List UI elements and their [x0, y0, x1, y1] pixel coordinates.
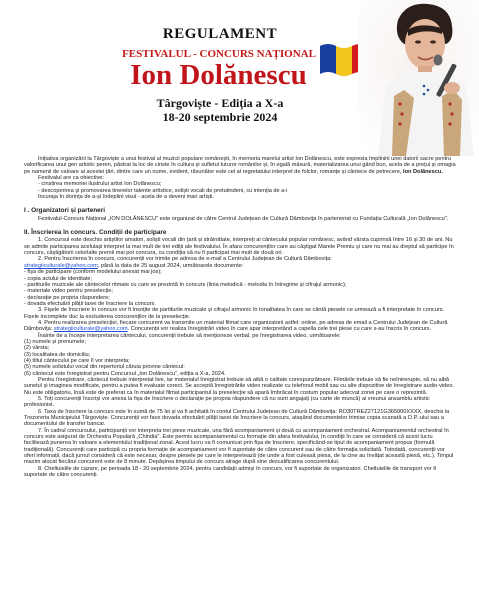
section-2-heading: II. Înscrierea în concurs. Condiții de participare [24, 229, 167, 237]
intro-text: Inițiativa organizării la Târgoviște a unui festival al muzicii populare românești, în memoria marelui artist Ion Dolănescu, este expresia împlinirii unei datorii sacre pentru valorificarea unui gen artistic peren, păstrat la loc de cinste în cultura și sufletul tuturor românilor și, în egală măsură, materializarea unui gând bun, acela de a prețui și omagia pe oamenii de valoare ai acestei țări, dintre care un nume, evident, răsunător este cel al regretatului interpret de folclor, romanțe și cântece de petrecere, [24, 156, 456, 175]
objective-2: - descoperirea și promovarea tinerelor talente artistice, soliști vocali de pretutindeni, cu intenția de a-i [38, 187, 288, 194]
rule-8: 8. Cheltuielile de cazare, pe perioada 18 - 20 septembrie 2024, pentru candidații admiși în concurs, vor fi suportate de organizatori. Cheltuielile de transport vor fi suportate de către concurenți. [24, 465, 437, 479]
video-list-item: (1) numele și prenumele; [24, 338, 86, 345]
doc-list-item: - copia actului de identitate; [24, 275, 93, 282]
rule-4-instructions: Înainte de a începe interpretarea cântecului, concurenții trebuie să menționeze verbal, pe înregistrarea video, următoarele: [38, 332, 341, 339]
rule-3: 3. Fișele de înscriere în concurs vor fi însoțite de partiturile muzicale și cifrajul armonic în tonalitatea în care se cântă piesele ce urmează a fi interpretate în concurs. Fișele incomplete duc la excluderea concurenților de la preselecție. [24, 307, 445, 320]
rule-7: 7. În cadrul concursului, participanții vor interpreta trei piese muzicale, una fără acompaniament și două cu acompaniament orchestral. Acompaniamentul orchestral în concurs este asigurat de Orchestra Populară „Chindia". Este permis acompaniamentul cu formație din afara festivalului, în condiții în care se consideră că acest lucru facilitează punerea în valoare a elementului tradițional zonal. Acest lucru va fi comunicat prin fișa de înscriere, specificând-se tipul de acompaniament propus (formulă tradițională). Concurenții care participă cu propria formație de acompaniament vor fi suportate de către concurent sau de către formația solicitată. Totodată, concurenții vor oferi informații, dacă jurnul consideră că este necesar, despre piesele pe care le interpretează (de unde a fost culeasă piesa, de la cine au învățat această piesă, etc.). Timpul maxim alocat fiecărui concurent este de 8 minute. Depășirea timpului de concurs atrage după sine descalificarea concurentului. [24, 427, 454, 466]
intro-paragraph [24, 156, 456, 175]
rule-5: 5. Toți concurenții înscriși vor anexa la fișa de înscriere o declarație pe propria răspundere că nu sunt angajați (cu carte de muncă) ai vreunui ansamblu artistic profesionist. [24, 396, 430, 409]
rule-4-text-cont: . Concurenții vor realiza înregistrări video în care apar interpretând a capella cele trei piese cu care s-au înscris în concurs. [127, 326, 432, 333]
rule-4 [24, 320, 456, 333]
recording-rules: Pentru înregistrare, cântecul trebuie interpretat live, iar materialul înregistrat trebuie să aibă o calitate corespunzătoare. Filmările trebuie să fie neîntrerupte, să nu aibă sunetul și imaginea modificate, pentru a putea fi evaluate corect. Se acceptă înregistrările video realizate cu telefonul mobil sau cu alte dispozitive de înregistrare audio-video. Nu este obligatoriu, însă este de preferat ca în materialul filmat participantul la preselecție să apară îmbrăcat în costum popular adecvat zonei pe care o reprezintă. [24, 377, 455, 396]
video-list-item: (4) titlul cântecului pe care îl vor interpreta; [24, 357, 130, 364]
doc-list-item: - declarație pe propria răspundere; [24, 294, 110, 301]
doc-list-item: - dovada efectuării plății taxei de înscriere la concurs. [24, 300, 156, 307]
doc-list-item: - partiturile muzicale ale cântecelor ritmate cu care se prezintă în concurs (linia melodică - melodia în întregime și cifrajul armonic); [24, 281, 347, 288]
header [0, 0, 479, 150]
rule-2-deadline: , până la data de 25 august 2024, următoarele documente: [97, 262, 244, 269]
festival-name: Ion Dolănescu [130, 59, 307, 91]
rule-4-text: 4. Pentru realizarea preselecției, fiecare concurent va transmite un material filmat care organizatorii astfel: online, pe adresa de email a Centrului Județean de Cultură Dâmbovița: [24, 319, 448, 333]
doc-list-item: - fișa de participare (conform modelului anexat mai jos); [24, 269, 162, 276]
section-1-text: Festivalul-Concurs Național „ION DOLĂNESCU" este organizat de către Centrul Județean de Cultură Dâmbovița în parteneriat cu Fundația Culturală „Ion Dolănescu". [38, 215, 449, 222]
objectives-intro: Festivalul are ca obiective: [38, 175, 104, 182]
intro-name-bold: Ion Dolănescu. [403, 168, 443, 175]
video-list-item: (3) localitatea de domiciliu; [24, 351, 91, 358]
video-list-item: (6) cântecul este înregistrat pentru Concursul „Ion Dolănescu", ediția a X-a, 2024. [24, 370, 226, 377]
doc-list-item: - materiale video pentru preselecție; [24, 288, 113, 295]
singer-portrait [358, 0, 479, 156]
section-1-heading: I . Organizatori și parteneri [24, 207, 105, 215]
email-link-2[interactable]: strategiiculturale@yahoo.com [53, 326, 128, 333]
rule-1: 1. Concursul este deschis artiștilor amatori, soliști vocali din țară și străinătate, interpreți ai cântecului popular românesc, având vârsta cuprinsă între 16 și 30 de ani. Nu se admite participarea aceluiași interpret la mai mult de trei ediții ale festivalului. În afara concurenților care au câștigat Marele Premiu și care nu mai au dreptul să participe în concurs, câștigătorii celorlalte premii mai pot concura, cu condiția să nu fi participat mai mult de două ori. [24, 237, 454, 257]
festival-title: FESTIVALUL - CONCURS NAȚIONAL [122, 48, 316, 60]
edition-line: Târgoviște - Ediția a X-a [156, 96, 284, 110]
page-title: REGULAMENT [162, 26, 278, 42]
email-link[interactable]: strategiiculturale@yahoo.com [24, 262, 98, 269]
video-list-item: (2) vârsta; [24, 345, 50, 352]
video-list-item: (5) numele solistului vocal din repertoriul căruia provine cântecul: [24, 364, 185, 371]
rule-2: 2. Pentru înscrierea în concurs, concurenții vor trimite pe adresa de e-mail a Centrului Județean de Cultură Dâmbovița: [38, 256, 332, 263]
dates-line: 18-20 septembrie 2024 [162, 110, 278, 124]
objective-1: - cinstirea memoriei ilustrului artist Ion Dolănescu; [38, 181, 162, 188]
objective-2-cont: încuraja în dorința de a-și îndeplini visul - acela de a deveni mari artiști. [38, 194, 214, 201]
rule-6: 6. Taxa de înscriere la concurs este în sumă de 75 lei și va fi achitată în contul Centrului Județean de Cultură Dâmbovița: RO30TREZ27121G365000XXXX, deschis la Trezoreria Municipiului Târgoviște. Concurenții vor face dovada efectuării plății taxei de înscriere la concurs, atașând documentelor trimise copia scanată a O.P.-ului sau a documentului de transfer bancar. [24, 408, 450, 428]
regulation-body [24, 156, 456, 479]
